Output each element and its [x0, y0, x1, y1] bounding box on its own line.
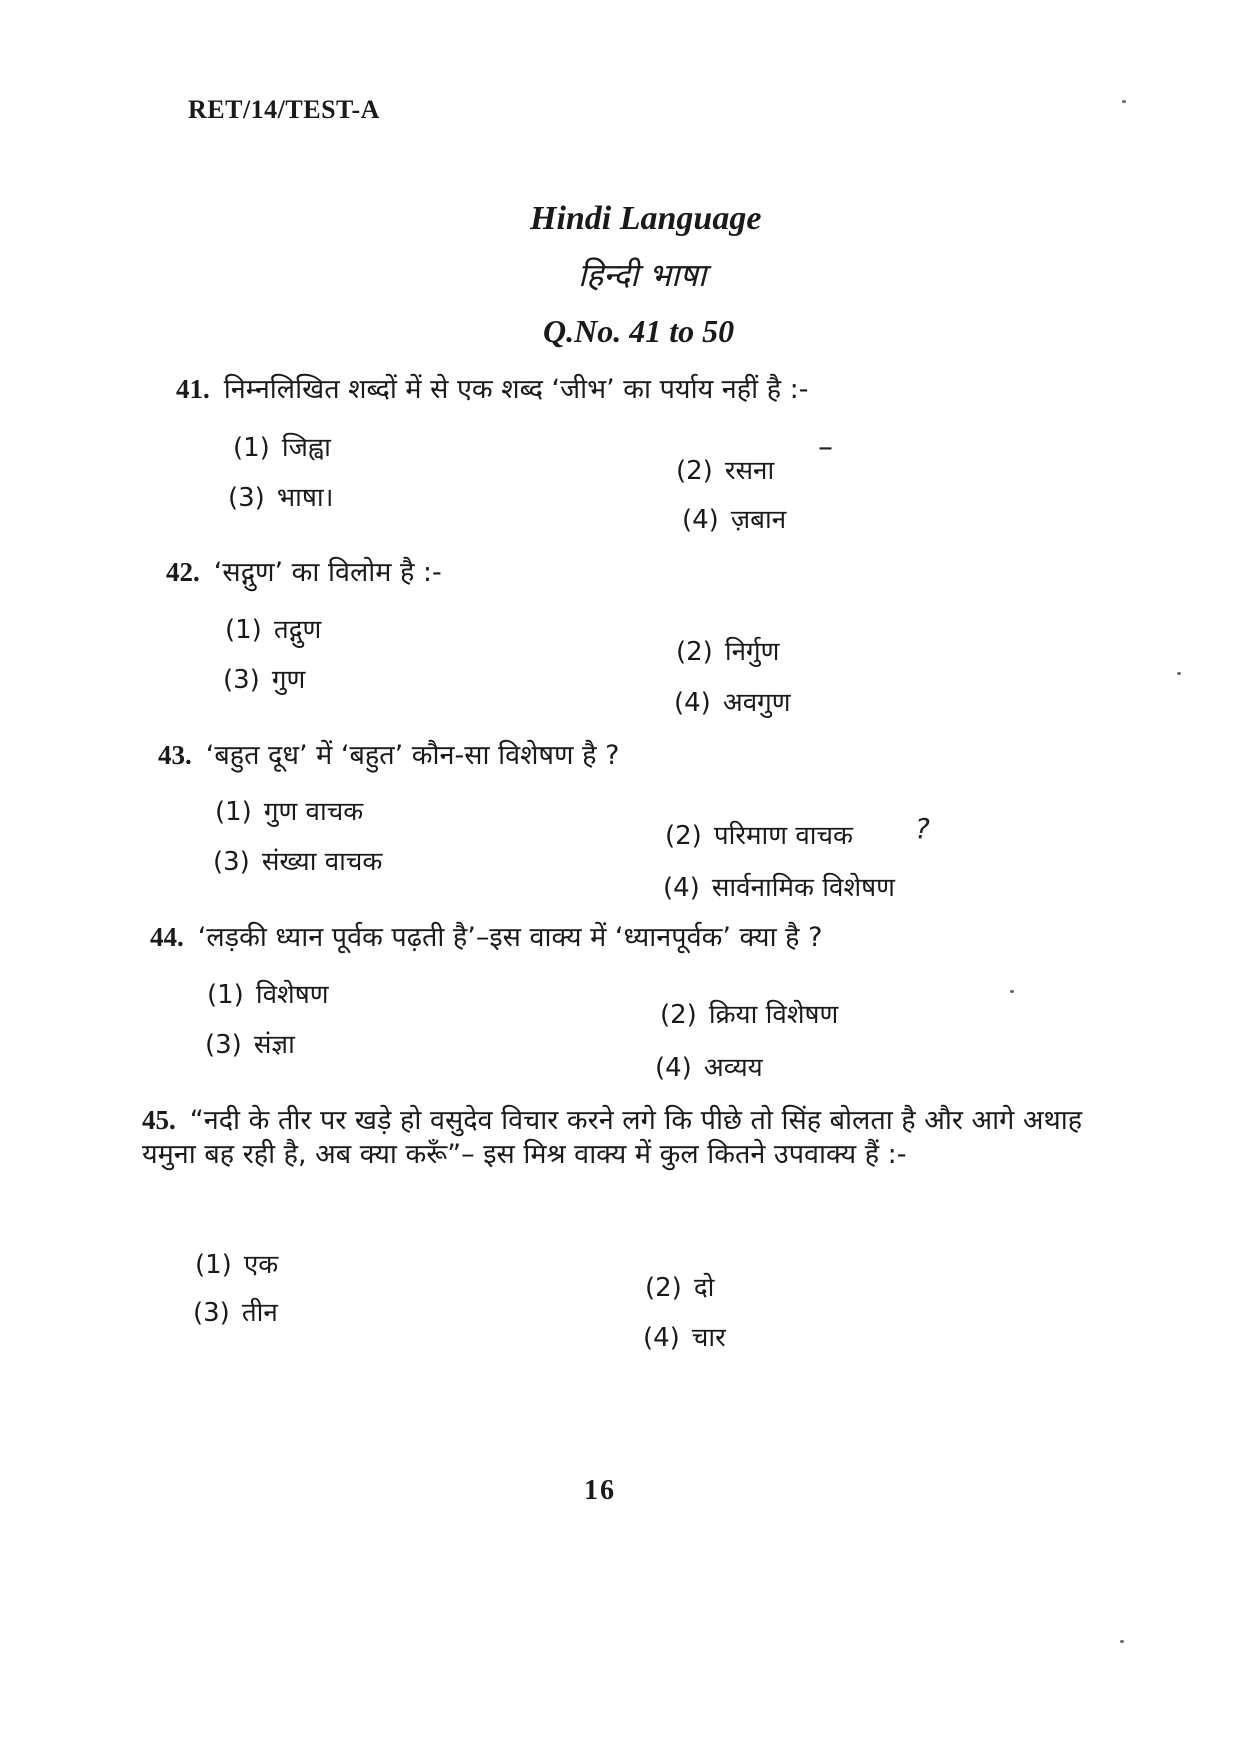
option-41-3 — [228, 478, 333, 514]
question-text: निम्नलिखित शब्दों में से एक शब्द ‘जीभ’ का पर्याय नहीं है :- — [223, 374, 809, 405]
option-44-3 — [205, 1025, 295, 1061]
question-number: 43. — [158, 740, 192, 770]
option-number: (1) — [225, 615, 262, 645]
scan-speck — [1177, 672, 1181, 675]
option-text: एक — [243, 1250, 279, 1280]
option-number: (2) — [665, 821, 702, 851]
option-number: (3) — [228, 483, 265, 513]
option-43-3 — [213, 842, 382, 878]
option-42-1 — [225, 610, 321, 646]
option-text: तद्गुण — [273, 615, 322, 645]
option-text: संख्या वाचक — [261, 847, 383, 877]
option-number: (4) — [643, 1323, 680, 1353]
option-text: गुण वाचक — [263, 797, 364, 827]
page-number: 16 — [584, 1475, 616, 1506]
option-41-2 — [676, 451, 774, 487]
option-45-3 — [193, 1293, 278, 1329]
option-text: गुण — [271, 665, 306, 695]
option-text: विशेषण — [255, 980, 329, 1010]
option-number: (2) — [676, 637, 713, 667]
option-45-2 — [645, 1268, 714, 1304]
option-number: (2) — [676, 456, 713, 486]
question-42 — [166, 555, 442, 590]
question-text: ‘लड़की ध्यान पूर्वक पढ़ती है’–इस वाक्य में ‘ध्यानपूर्वक’ क्या है ? — [197, 922, 823, 953]
option-number: (3) — [223, 665, 260, 695]
question-number: 42. — [166, 557, 200, 587]
option-43-1 — [215, 792, 363, 828]
option-45-4 — [643, 1318, 726, 1354]
option-text: चार — [691, 1323, 726, 1353]
option-44-4 — [655, 1048, 763, 1084]
option-44-1 — [207, 975, 329, 1011]
question-text: ‘सद्गुण’ का विलोम है :- — [213, 557, 442, 588]
option-number: (3) — [213, 847, 250, 877]
option-43-2 — [665, 816, 853, 852]
option-number: (4) — [682, 505, 719, 535]
option-text: ज़बान — [730, 505, 787, 535]
option-45-1 — [195, 1245, 278, 1281]
handwritten-dash: – — [818, 430, 833, 465]
option-number: (3) — [193, 1298, 230, 1328]
option-number: (1) — [233, 433, 270, 463]
option-text: निर्गुण — [724, 637, 780, 667]
option-text: अवगुण — [722, 688, 791, 718]
question-number: 41. — [176, 374, 210, 404]
option-42-2 — [676, 632, 779, 668]
option-text: संज्ञा — [253, 1030, 295, 1060]
question-41 — [176, 372, 808, 407]
scan-speck — [1122, 100, 1126, 103]
option-text: परिमाण वाचक — [713, 821, 853, 851]
section-title-hindi: हिन्दी भाषा — [578, 256, 707, 294]
scan-speck — [1010, 990, 1014, 993]
option-number: (4) — [655, 1053, 692, 1083]
handwritten-question-mark: ? — [915, 812, 930, 845]
option-number: (1) — [195, 1250, 232, 1280]
question-45 — [142, 1103, 1092, 1172]
option-number: (1) — [215, 797, 252, 827]
section-title-english: Hindi Language — [530, 200, 762, 237]
option-number: (1) — [207, 980, 244, 1010]
option-text: अव्यय — [703, 1053, 763, 1083]
option-number: (2) — [645, 1273, 682, 1303]
question-number: 45. — [142, 1105, 176, 1135]
option-text: सार्वनामिक विशेषण — [711, 873, 895, 903]
option-44-2 — [660, 995, 838, 1031]
option-text: रसना — [724, 456, 775, 486]
option-text: दो — [693, 1273, 715, 1303]
scan-speck — [1120, 1640, 1124, 1643]
question-number: 44. — [150, 922, 184, 952]
paper-code: RET/14/TEST-A — [188, 95, 380, 124]
option-41-1 — [233, 428, 331, 464]
option-number: (3) — [205, 1030, 242, 1060]
question-text: “नदी के तीर पर खड़े हो वसुदेव विचार करने लगे कि पीछे तो सिंह बोलता है और आगे अथाह यमुना बह रही है, अब क्या करूँ”– इस मिश्र वाक्य में कुल कितने उपवाक्य हैं :- — [142, 1105, 1083, 1170]
option-41-4 — [682, 500, 786, 536]
option-text: तीन — [241, 1298, 278, 1328]
option-42-4 — [674, 683, 791, 719]
option-text: भाषा। — [276, 483, 334, 513]
question-range: Q.No. 41 to 50 — [543, 313, 735, 349]
option-text: जिह्वा — [281, 433, 331, 463]
option-43-4 — [663, 868, 895, 904]
option-number: (4) — [674, 688, 711, 718]
question-43 — [158, 738, 619, 773]
option-42-3 — [223, 660, 305, 696]
question-44 — [150, 920, 822, 955]
question-text: ‘बहुत दूध’ में ‘बहुत’ कौन-सा विशेषण है ? — [205, 740, 620, 771]
option-number: (2) — [660, 1000, 697, 1030]
option-text: क्रिया विशेषण — [708, 1000, 839, 1030]
option-number: (4) — [663, 873, 700, 903]
